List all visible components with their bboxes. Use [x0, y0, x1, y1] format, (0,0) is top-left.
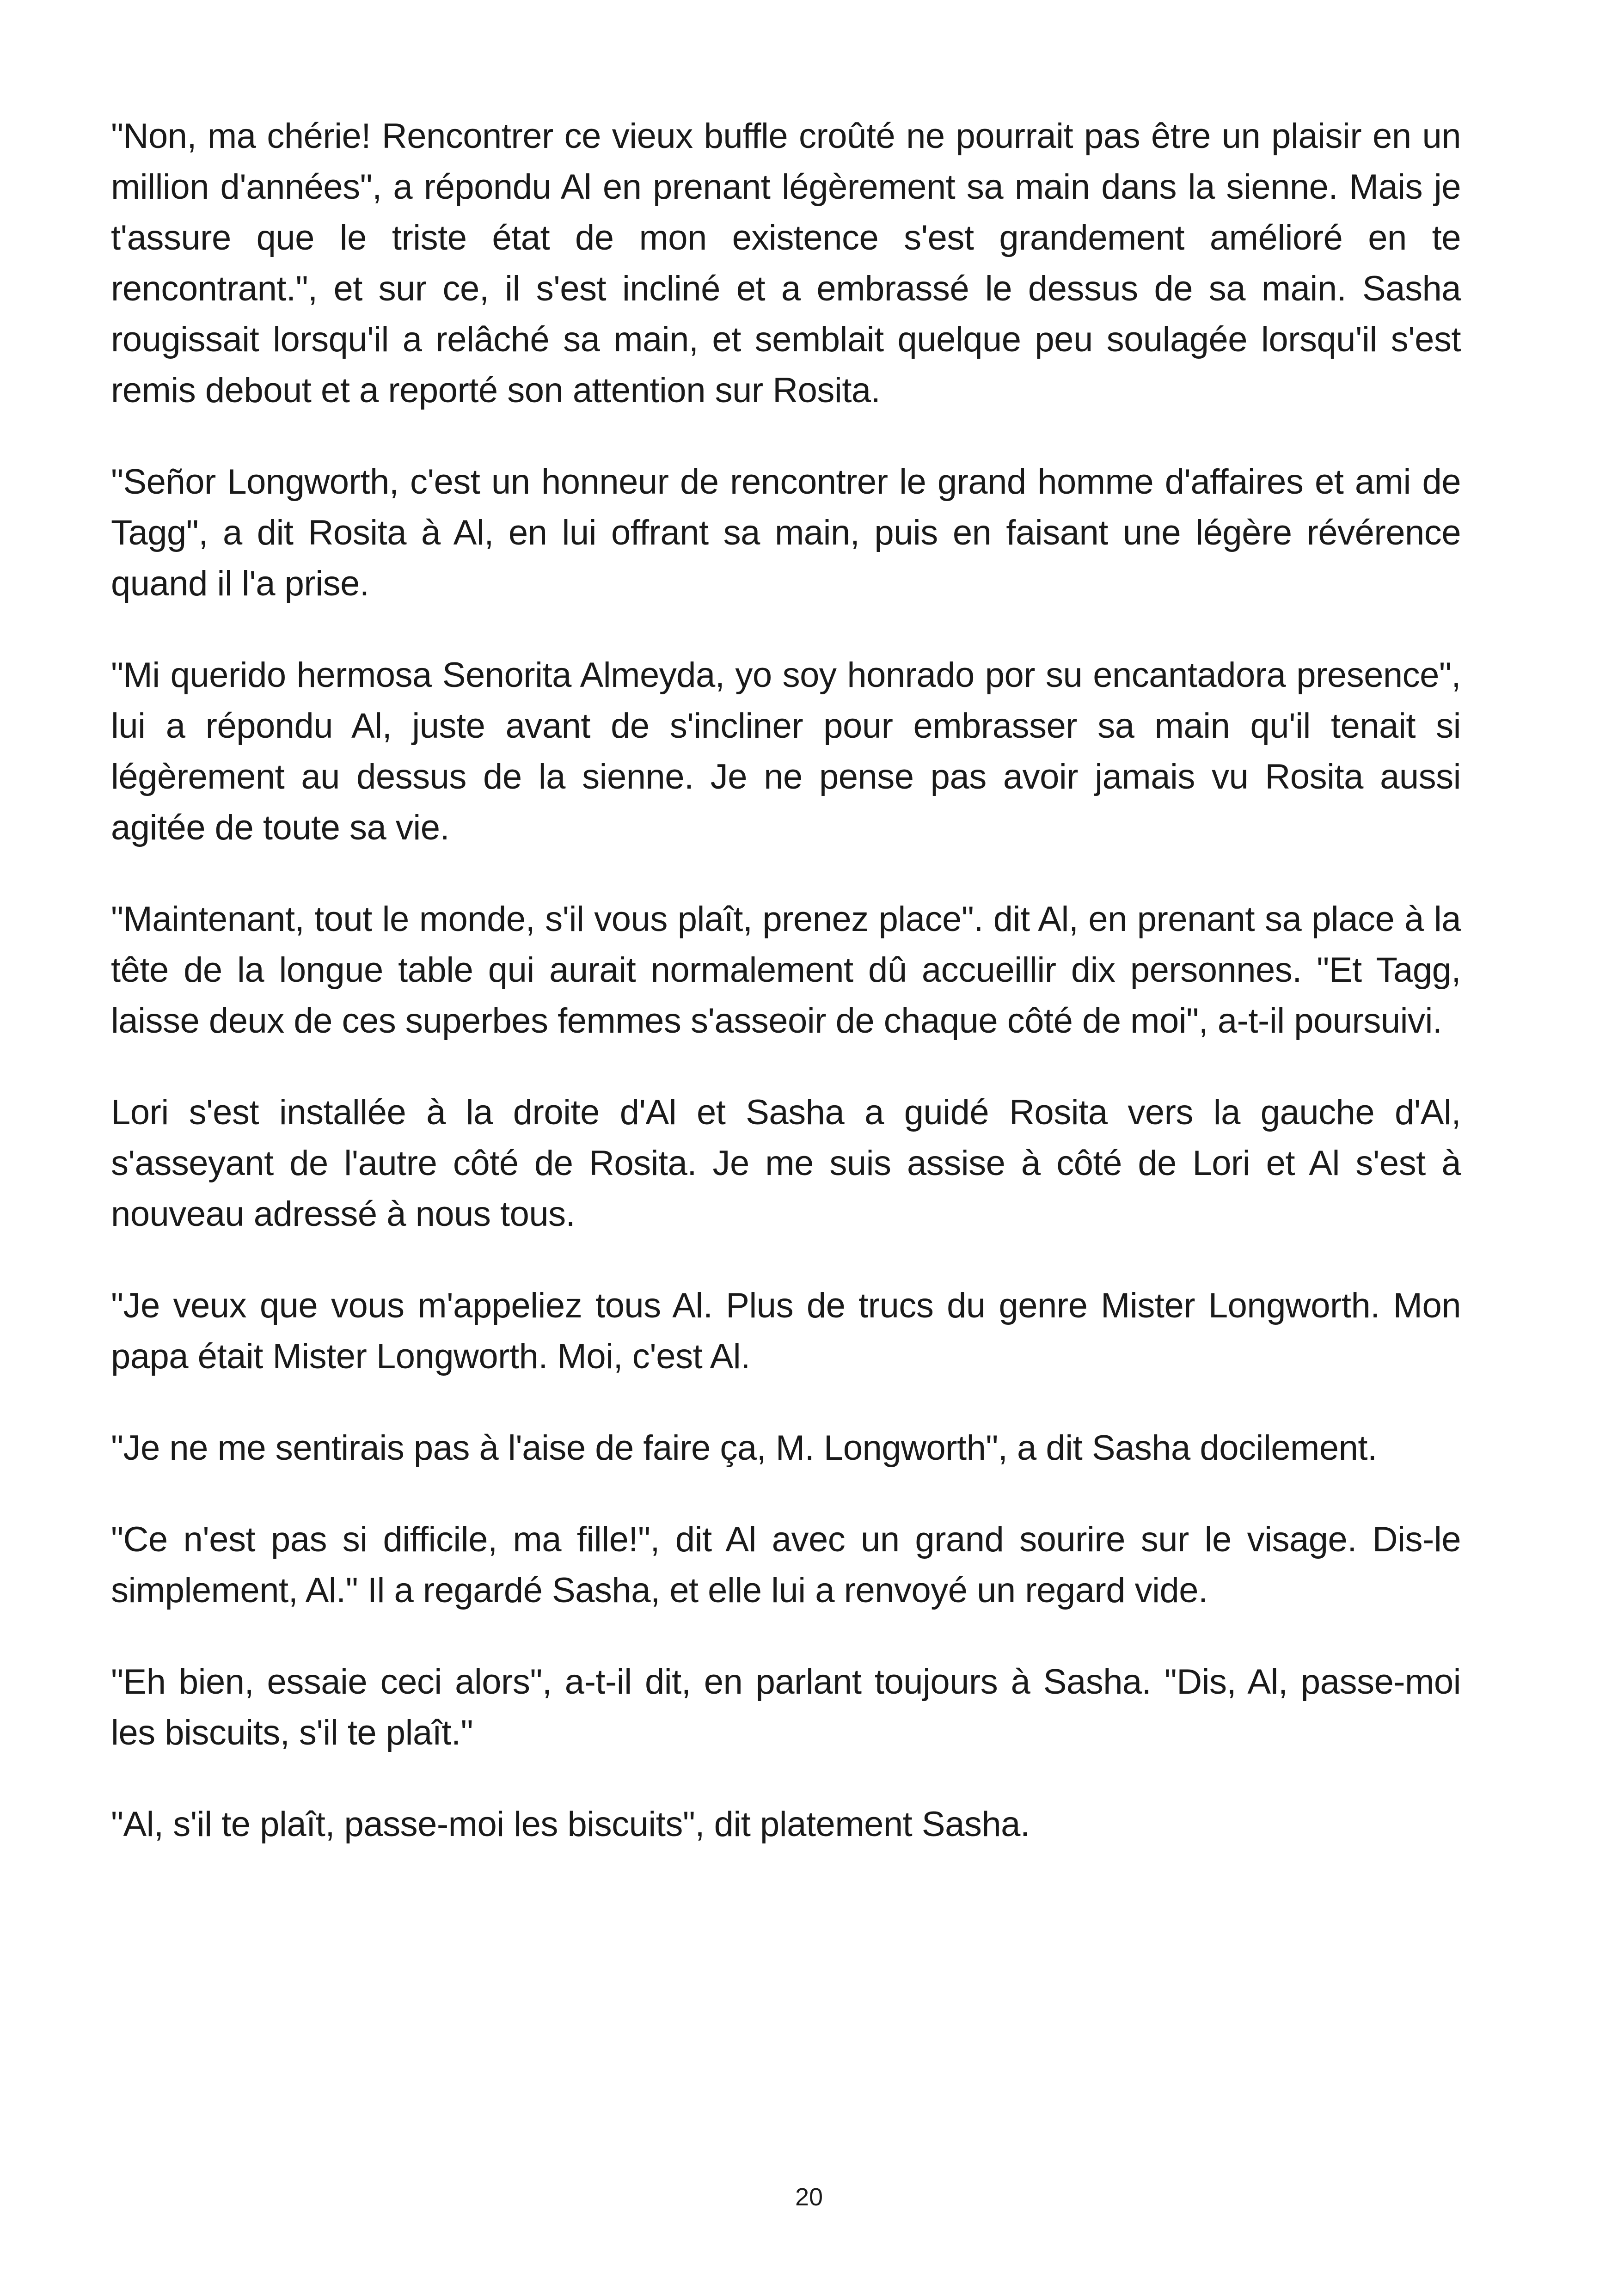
- paragraph: "Maintenant, tout le monde, s'il vous plaît, prenez place". dit Al, en prenant sa place à la tête de la longue table qui aurait normalement dû accueillir dix personnes. "Et Tagg, laisse deux de ces superbes femmes s'asseoir de chaque côté de moi", a-t-il poursuivi.: [111, 900, 1461, 1041]
- paragraph: "Je veux que vous m'appeliez tous Al. Plus de trucs du genre Mister Longworth. Mon papa était Mister Longworth. Moi, c'est Al.: [111, 1286, 1461, 1376]
- paragraph: "Ce n'est pas si difficile, ma fille!", dit Al avec un grand sourire sur le visage. Dis-le simplement, Al." Il a regardé Sasha, et elle lui a renvoyé un regard vide.: [111, 1520, 1461, 1610]
- paragraph: "Al, s'il te plaît, passe-moi les biscuits", dit platement Sasha.: [111, 1805, 1030, 1844]
- paragraph: "Señor Longworth, c'est un honneur de rencontrer le grand homme d'affaires et ami de Tagg", a dit Rosita à Al, en lui offrant sa main, puis en faisant une légère révérence quand il l'a prise.: [111, 462, 1461, 603]
- paragraph: "Eh bien, essaie ceci alors", a-t-il dit, en parlant toujours à Sasha. "Dis, Al, passe-moi les biscuits, s'il te plaît.": [111, 1662, 1461, 1752]
- page-number: 20: [795, 2183, 823, 2211]
- paragraph: "Mi querido hermosa Senorita Almeyda, yo soy honrado por su encantadora presence", lui a répondu Al, juste avant de s'incliner pour embrasser sa main qu'il tenait si légèrement au dessus de la sienne. Je ne pense pas avoir jamais vu Rosita aussi agitée de toute sa vie.: [111, 655, 1461, 847]
- paragraph: Lori s'est installée à la droite d'Al et Sasha a guidé Rosita vers la gauche d'Al, s'asseyant de l'autre côté de Rosita. Je me suis assise à côté de Lori et Al s'est à nouveau adressé à nous tous.: [111, 1093, 1461, 1234]
- paragraph: "Non, ma chérie! Rencontrer ce vieux buffle croûté ne pourrait pas être un plaisir en un million d'années", a répondu Al en prenant légèrement sa main dans la sienne. Mais je t'assure que le triste état de mon existence s'est grandement amélioré en te rencontrant.", et sur ce, il s'est incliné et a embrassé le dessus de sa main. Sasha rougissait lorsqu'il a relâché sa main, et semblait quelque peu soulagée lorsqu'il s'est remis debout et a reporté son attention sur Rosita.: [111, 116, 1461, 410]
- body-text: [111, 111, 1461, 1891]
- paragraph: "Je ne me sentirais pas à l'aise de faire ça, M. Longworth", a dit Sasha docilement.: [111, 1428, 1377, 1468]
